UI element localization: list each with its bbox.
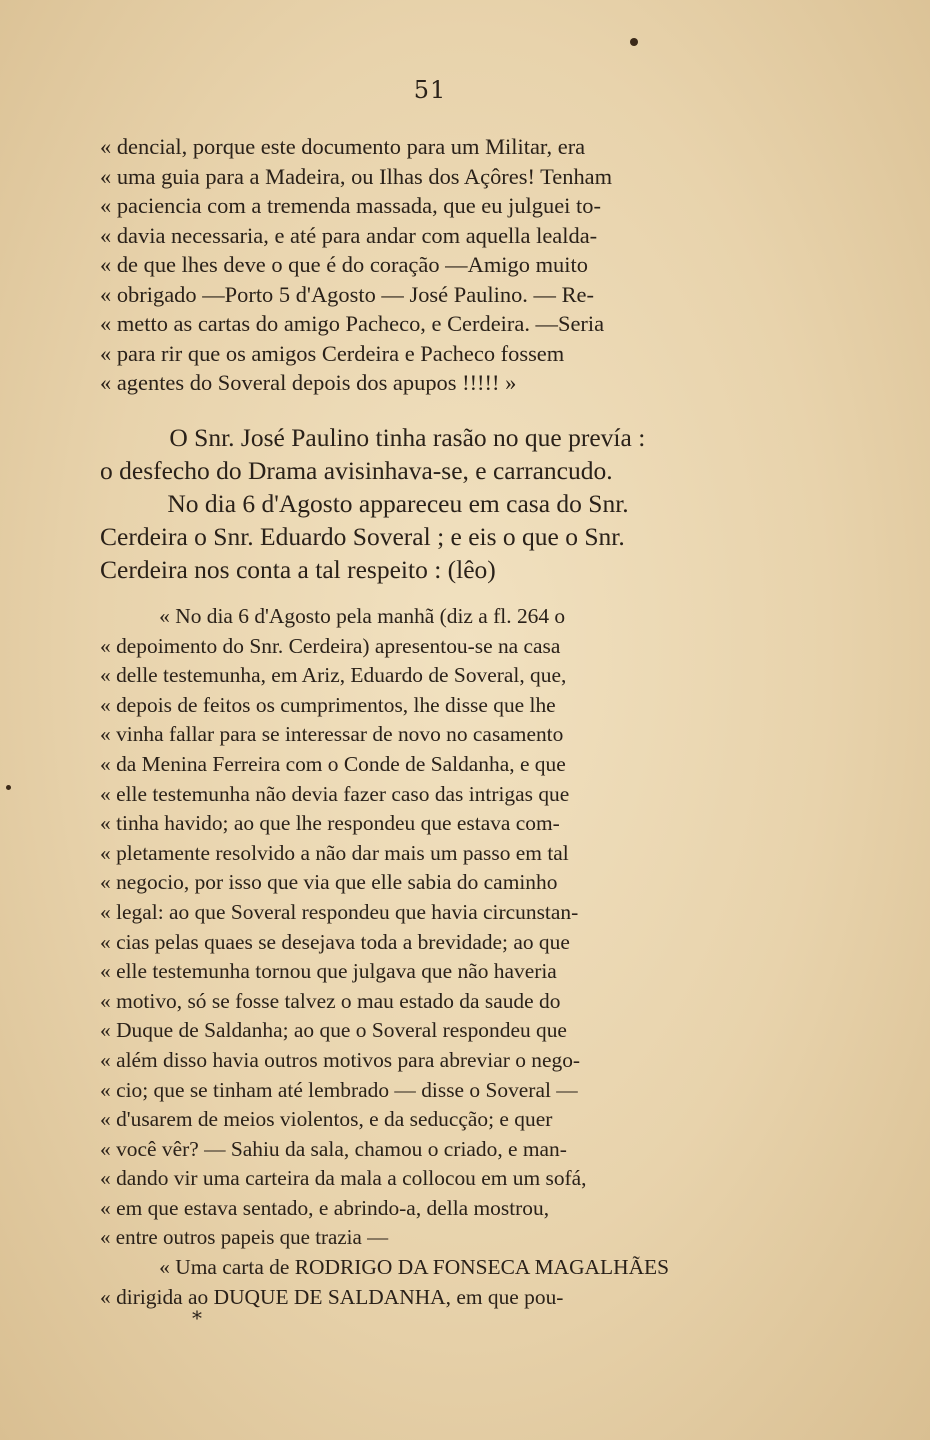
text-line: « depoimento do Snr. Cerdeira) apresentou-se na casa [100,633,561,658]
text-line: « dencial, porque este documento para um Militar, era [100,134,586,159]
text-line: « dirigida ao DUQUE DE SALDANHA, em que pou- [100,1284,564,1309]
text-line: « motivo, só se fosse talvez o mau estado da saude do [100,988,561,1013]
text-line: « Uma carta de RODRIGO DA FONSECA MAGALHÃES [159,1255,670,1280]
text-line: « metto as cartas do amigo Pacheco, e Cerdeira. —Seria [100,311,605,336]
text-line: O Snr. José Paulino tinha rasão no que prevía : [169,425,646,452]
text-line: « legal: ao que Soveral respondeu que havia circunstan- [100,899,579,924]
text-line: « pletamente resolvido a não dar mais um passo em tal [100,840,569,865]
text-line: Cerdeira nos conta a tal respeito : (lêo) [100,557,496,584]
text-line: « depois de feitos os cumprimentos, lhe disse que lhe [100,692,556,717]
narrative-paragraph [100,422,760,587]
text-line: « agentes do Soveral depois dos apupos !!!!! » [100,370,517,395]
text-line: « d'usarem de meios violentos, e da seducção; e quer [100,1107,553,1132]
text-line: « cias pelas quaes se desejava toda a brevidade; ao que [100,929,570,954]
text-line: « em que estava sentado, e abrindo-a, della mostrou, [100,1195,550,1220]
text-line: « elle testemunha não devia fazer caso das intrigas que [100,781,570,806]
text-line: « cio; que se tinham até lembrado — disse o Soveral — [100,1077,578,1102]
text-line: « da Menina Ferreira com o Conde de Saldanha, e que [100,751,566,776]
text-line: « entre outros papeis que trazia — [100,1225,389,1250]
text-line: « de que lhes deve o que é do coração —Amigo muito [100,252,588,277]
text-line: « para rir que os amigos Cerdeira e Pacheco fossem [100,340,565,366]
text-line: « vinha fallar para se interessar de novo no casamento [100,722,564,747]
ink-spot [630,38,638,46]
text-line: « davia necessaria, e até para andar com aquella lealda- [100,222,598,248]
text-line: « você vêr? — Sahiu da sala, chamou o criado, e man- [100,1136,567,1161]
text-line: « elle testemunha tornou que julgava que não haveria [100,959,557,984]
text-line: « paciencia com a tremenda massada, que eu julguei to- [100,193,601,218]
text-line: « negocio, por isso que via que elle sabia do caminho [100,870,558,895]
text-line: « tinha havido; ao que lhe respondeu que estava com- [100,811,560,836]
text-line: Cerdeira o Snr. Eduardo Soveral ; e eis o que o Snr. [100,524,625,551]
page-number: 51 [413,76,447,104]
text-line: « além disso havia outros motivos para abreviar o nego- [100,1047,581,1072]
quoted-letter-ending [100,132,760,398]
text-line: « Duque de Saldanha; ao que o Soveral respondeu que [100,1018,567,1043]
text-line: « obrigado —Porto 5 d'Agosto — José Paulino. — Re- [100,281,594,307]
text-line: « delle testemunha, em Ariz, Eduardo de Soveral, que, [100,663,567,688]
text-line: No dia 6 d'Agosto appareceu em casa do Snr. [167,491,629,518]
signature-mark: * [192,1306,202,1330]
ink-spot [6,785,11,790]
deposition-quote [100,602,760,1312]
text-line: « No dia 6 d'Agosto pela manhã (diz a fl. 264 o [159,604,566,628]
text-line: « dando vir uma carteira da mala a collocou em um sofá, [100,1166,587,1191]
book-page [100,66,740,1366]
text-line: « uma guia para a Madeira, ou Ilhas dos Açôres! Tenham [100,163,613,189]
text-line: o desfecho do Drama avisinhava-se, e carrancudo. [100,458,613,485]
